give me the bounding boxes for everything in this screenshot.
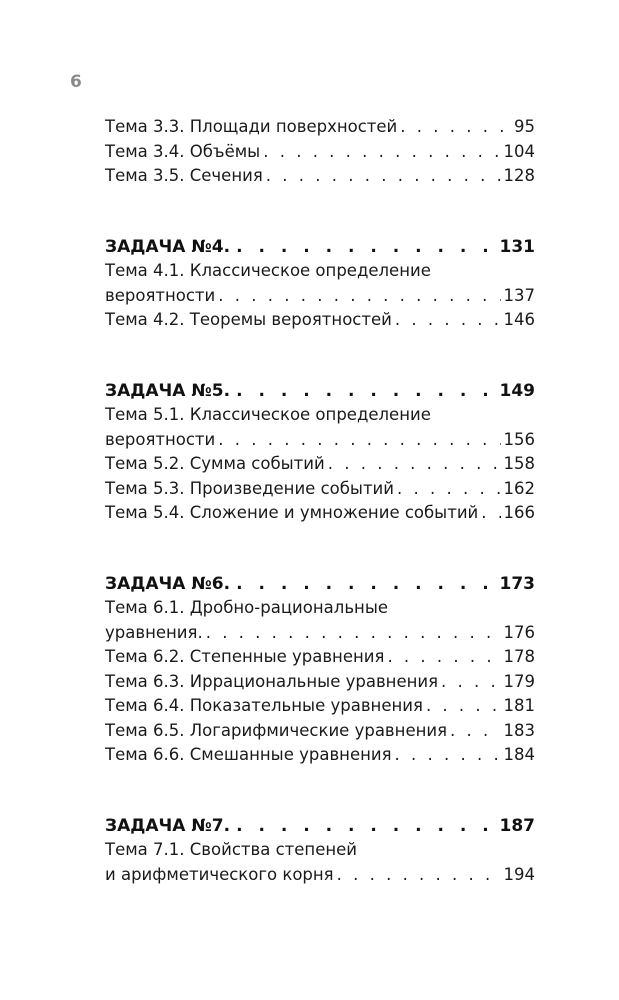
toc-entry-label: Тема 3.4. Объёмы [105, 141, 261, 161]
toc-section [105, 115, 535, 189]
section-spacer [105, 189, 535, 235]
toc-entry-page: 194 [503, 864, 535, 884]
toc-entry-title-line: Тема 7.1. Свойства степеней [105, 840, 358, 859]
toc-entry-label: Тема 6.3. Иррациональные уравнения [105, 671, 439, 691]
section-spacer [105, 526, 535, 572]
toc-section [105, 814, 535, 888]
toc-entry-page: 181 [503, 696, 535, 715]
toc-entry[interactable] [105, 645, 535, 670]
section-heading-label: ЗАДАЧА №6. [105, 573, 231, 594]
leader-dots [450, 719, 500, 744]
section-heading-page: 187 [499, 815, 535, 836]
toc-entry-row [105, 428, 535, 453]
toc-entry-page: 156 [503, 429, 535, 449]
leader-dots [218, 428, 500, 453]
toc-section [105, 379, 535, 526]
toc-entry[interactable] [105, 596, 535, 645]
toc-entry-label: Тема 5.3. Произведение событий [105, 478, 395, 498]
toc-entry-row [105, 284, 535, 309]
leader-dots [236, 235, 493, 260]
toc-entry-page: 166 [503, 503, 535, 522]
toc-entry-row [105, 670, 535, 695]
toc-entry-page: 104 [503, 141, 535, 161]
toc-entry-label: Тема 3.3. Площади поверхностей [105, 117, 398, 136]
leader-dots [337, 863, 501, 888]
toc-entry-label: Тема 6.2. Степенные уравнения [105, 647, 385, 666]
toc-entry-title-line: Тема 4.1. Классическое определение [105, 261, 431, 280]
toc-entry-label: и арифметического корня [105, 864, 334, 884]
leader-dots [426, 694, 501, 719]
leader-dots [441, 670, 500, 695]
toc-entry[interactable] [105, 140, 535, 165]
toc-entry-row [105, 140, 535, 165]
leader-dots [395, 308, 501, 333]
leader-dots [395, 743, 501, 768]
toc-entry[interactable] [105, 164, 535, 189]
section-heading[interactable] [105, 379, 535, 404]
toc-entry-label: вероятности [105, 285, 216, 305]
toc-entry-label: Тема 4.2. Теоремы вероятностей [105, 310, 392, 329]
toc-entry-label: вероятности [105, 429, 216, 449]
toc-entry[interactable] [105, 259, 535, 308]
toc-entry-page: 183 [503, 720, 535, 740]
toc-entry-row [105, 645, 535, 670]
toc-entry-page: 158 [503, 454, 535, 473]
toc-section [105, 572, 535, 768]
section-heading-label: ЗАДАЧА №4. [105, 236, 231, 257]
toc-entry-row [105, 694, 535, 719]
toc-entry-page: 178 [503, 647, 535, 666]
toc-entry-row [105, 477, 535, 502]
leader-dots [236, 379, 493, 404]
leader-dots [218, 284, 500, 309]
section-heading-page: 173 [499, 573, 535, 594]
leader-dots [397, 477, 500, 502]
toc-entry-label: Тема 6.5. Логарифмические уравнения [105, 720, 448, 740]
leader-dots [266, 164, 501, 189]
leader-dots [263, 140, 500, 165]
leader-dots [328, 452, 501, 477]
toc-entry-title-line: Тема 6.1. Дробно-рациональные [105, 598, 389, 617]
toc-entry-row [105, 719, 535, 744]
section-heading-label: ЗАДАЧА №7. [105, 815, 231, 836]
toc-entry[interactable] [105, 308, 535, 333]
toc-entry-label: Тема 5.4. Сложение и умножение событий [105, 503, 479, 522]
section-heading-label: ЗАДАЧА №5. [105, 380, 231, 401]
section-heading-page: 131 [499, 236, 535, 257]
section-heading[interactable] [105, 572, 535, 597]
toc-entry-row [105, 452, 535, 477]
toc-entry[interactable] [105, 115, 535, 140]
toc-entry-page: 95 [514, 117, 535, 136]
section-heading-page: 149 [499, 380, 535, 401]
toc-entry[interactable] [105, 838, 535, 887]
toc-entry-title-line: Тема 5.1. Классическое определение [105, 405, 431, 424]
toc-entry-label: Тема 6.4. Показательные уравнения [105, 696, 423, 715]
toc-entry-row [105, 863, 535, 888]
section-heading[interactable] [105, 814, 535, 839]
toc-entry-page: 176 [503, 622, 535, 642]
table-of-contents [105, 115, 535, 887]
toc-entry[interactable] [105, 403, 535, 452]
toc-entry[interactable] [105, 670, 535, 695]
toc-entry-row [105, 115, 535, 140]
toc-entry-label: уравнения. [105, 622, 203, 642]
toc-entry-label: Тема 3.5. Сечения [105, 166, 263, 185]
toc-entry-page: 146 [503, 310, 535, 329]
leader-dots [236, 814, 493, 839]
section-heading[interactable] [105, 235, 535, 260]
toc-entry-row [105, 621, 535, 646]
toc-entry-label: Тема 6.6. Смешанные уравнения [105, 745, 392, 764]
section-spacer [105, 768, 535, 814]
toc-entry-row [105, 164, 535, 189]
leader-dots [387, 645, 500, 670]
leader-dots [236, 572, 493, 597]
leader-dots [481, 501, 500, 526]
section-spacer [105, 333, 535, 379]
toc-entry-page: 128 [503, 166, 535, 185]
toc-entry-label: Тема 5.2. Сумма событий [105, 454, 325, 473]
toc-entry[interactable] [105, 694, 535, 719]
toc-entry-page: 179 [503, 671, 535, 691]
toc-section [105, 235, 535, 333]
toc-entry-page: 137 [503, 285, 535, 305]
leader-dots [206, 621, 501, 646]
toc-entry[interactable] [105, 452, 535, 477]
toc-entry-page: 162 [503, 478, 535, 498]
leader-dots [400, 115, 511, 140]
toc-entry-row [105, 501, 535, 526]
toc-entry-page: 184 [503, 745, 535, 764]
toc-entry[interactable] [105, 477, 535, 502]
toc-entry[interactable] [105, 719, 535, 744]
toc-entry-row [105, 308, 535, 333]
toc-entry[interactable] [105, 501, 535, 526]
toc-entry[interactable] [105, 743, 535, 768]
toc-entry-row [105, 743, 535, 768]
page-number: 6 [70, 72, 82, 92]
